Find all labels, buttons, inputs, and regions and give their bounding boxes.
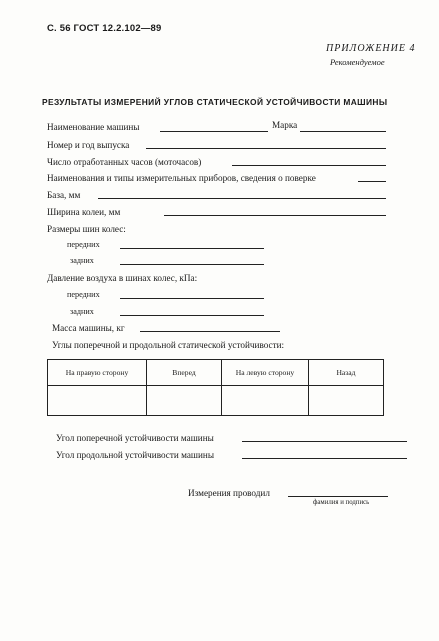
mass-label: Масса машины, кг (52, 323, 125, 333)
signature-line (288, 496, 388, 497)
hours-label: Число отработанных часов (моточасов) (47, 157, 202, 167)
number-year-line (146, 148, 386, 149)
table-header-row (48, 360, 384, 386)
number-year-label: Номер и год выпуска (47, 140, 130, 150)
table-row (48, 386, 384, 416)
table-header-left: На левую сторону (222, 360, 309, 386)
track-label: Ширина колеи, мм (47, 207, 121, 217)
base-line (98, 198, 386, 199)
page-reference: С. 56 ГОСТ 12.2.102—89 (47, 23, 162, 34)
machine-name-label: Наименование машины (47, 122, 140, 132)
table-header-right: На правую сторону (48, 360, 147, 386)
longitudinal-angle-line (242, 458, 407, 459)
brand-label: Марка (272, 120, 298, 130)
tire-rear-line (120, 264, 264, 265)
tire-rear-label: задних (70, 256, 94, 265)
lateral-angle-label: Угол поперечной устойчивости машины (56, 433, 214, 443)
pressure-front-line (120, 298, 264, 299)
appendix-label: ПРИЛОЖЕНИЕ 4 (326, 43, 416, 54)
longitudinal-angle-label: Угол продольной устойчивости машины (56, 450, 215, 460)
table-header-backward: Назад (309, 360, 384, 386)
track-line (164, 215, 386, 216)
pressure-rear-label: задних (70, 307, 94, 316)
signature-caption: фамилия и подпись (313, 499, 370, 506)
pressure-front-label: передних (67, 290, 100, 299)
table-cell-right[interactable] (48, 386, 147, 416)
table-cell-forward[interactable] (147, 386, 222, 416)
angles-label: Углы поперечной и продольной статической устойчивости: (52, 340, 285, 350)
table-header-forward: Вперед (147, 360, 222, 386)
instruments-label: Наименования и типы измерительных приборов, сведения о поверке (47, 173, 316, 183)
base-label: База, мм (47, 190, 81, 200)
brand-line (300, 131, 386, 132)
angles-table (47, 359, 384, 416)
table-cell-backward[interactable] (309, 386, 384, 416)
table-cell-left[interactable] (222, 386, 309, 416)
pressure-label: Давление воздуха в шинах колес, кПа: (47, 273, 198, 283)
mass-line (140, 331, 280, 332)
instruments-line (358, 181, 386, 182)
machine-name-line (160, 131, 268, 132)
tire-front-label: передних (67, 240, 100, 249)
tire-sizes-label: Размеры шин колес: (47, 224, 126, 234)
recommended-label: Рекомендуемое (330, 57, 385, 67)
hours-line (232, 165, 386, 166)
pressure-rear-line (120, 315, 264, 316)
document-title: РЕЗУЛЬТАТЫ ИЗМЕРЕНИЙ УГЛОВ СТАТИЧЕСКОЙ УСТОЙЧИВОСТИ МАШИНЫ (42, 97, 388, 107)
lateral-angle-line (242, 441, 407, 442)
tire-front-line (120, 248, 264, 249)
conducted-label: Измерения проводил (188, 488, 270, 498)
